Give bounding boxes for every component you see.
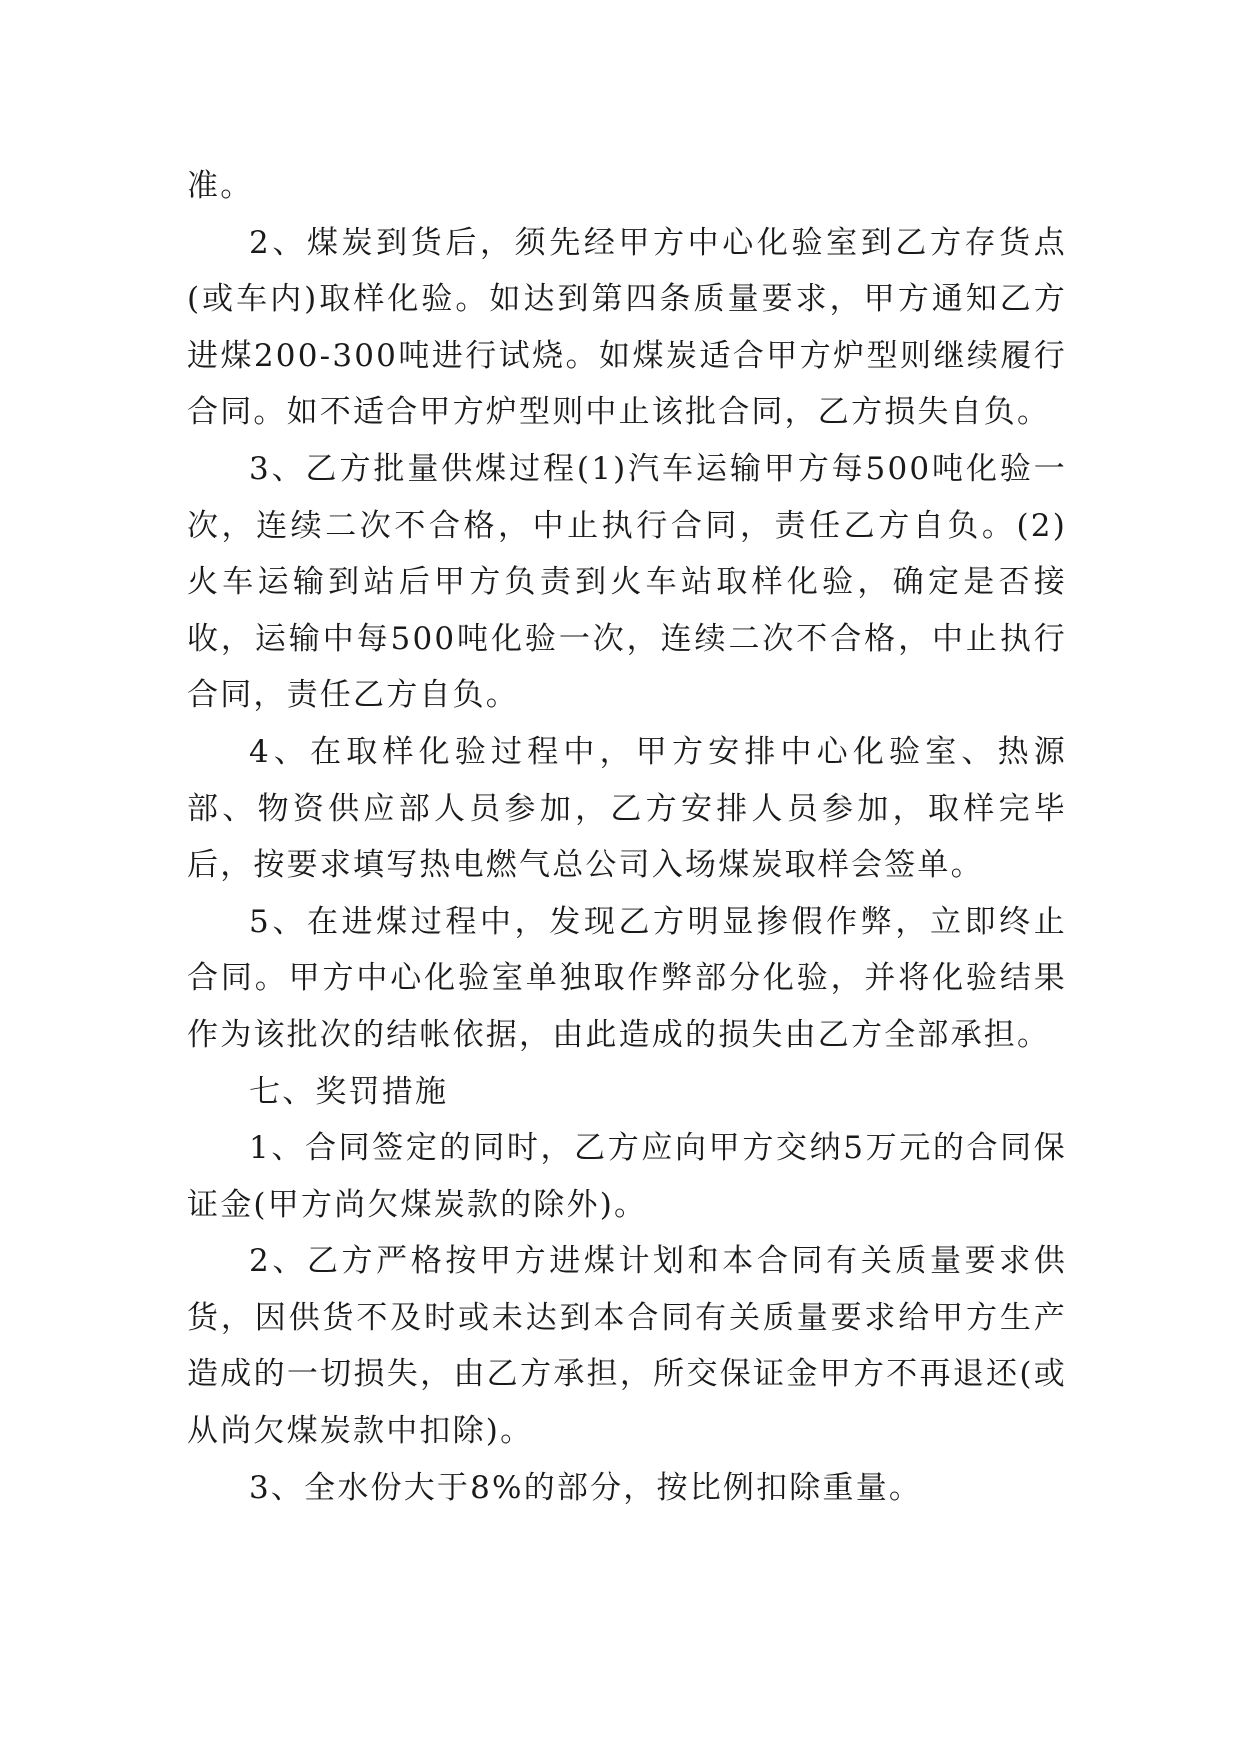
paragraph-penalty-2-losses: 2、乙方严格按甲方进煤计划和本合同有关质量要求供货，因供货不及时或未达到本合同有关质量要求给甲方生产造成的一切损失，由乙方承担，所交保证金甲方不再退还(或从尚欠煤炭款中扣除)。	[187, 1243, 1067, 1450]
paragraph-penalty-3-moisture: 3、全水份大于8%的部分，按比例扣除重量。	[249, 1469, 923, 1506]
paragraph-clause-4-sampling-process: 4、在取样化验过程中，甲方安排中心化验室、热源部、物资供应部人员参加，乙方安排人员参加，取样完毕后，按要求填写热电燃气总公司入场煤炭取样会签单。	[187, 733, 1067, 884]
document-body	[187, 158, 1067, 1516]
paragraph-penalty-1-deposit: 1、合同签定的同时，乙方应向甲方交纳5万元的合同保证金(甲方尚欠煤炭款的除外)。	[187, 1130, 1067, 1223]
paragraph-clause-5-fraud: 5、在进煤过程中，发现乙方明显掺假作弊，立即终止合同。甲方中心化验室单独取作弊部分化验，并将化验结果作为该批次的结帐依据，由此造成的损失由乙方全部承担。	[187, 903, 1067, 1053]
section-heading-rewards-penalties: 七、奖罚措施	[249, 1073, 449, 1110]
paragraph-clause-3-batch-supply: 3、乙方批量供煤过程(1)汽车运输甲方每500吨化验一次，连续二次不合格，中止执行合同，责任乙方自负。(2)火车运输到站后甲方负责到火车站取样化验，确定是否接收，运输中每500吨化验一次，连续二次不合格，中止执行合同，责任乙方自负。	[187, 450, 1067, 714]
paragraph-continuation: 准。	[187, 168, 254, 204]
paragraph-clause-2-sampling: 2、煤炭到货后，须先经甲方中心化验室到乙方存货点(或车内)取样化验。如达到第四条质量要求，甲方通知乙方进煤200-300吨进行试烧。如煤炭适合甲方炉型则继续履行合同。如不适合甲方炉型则中止该批合同，乙方损失自负。	[187, 224, 1067, 431]
